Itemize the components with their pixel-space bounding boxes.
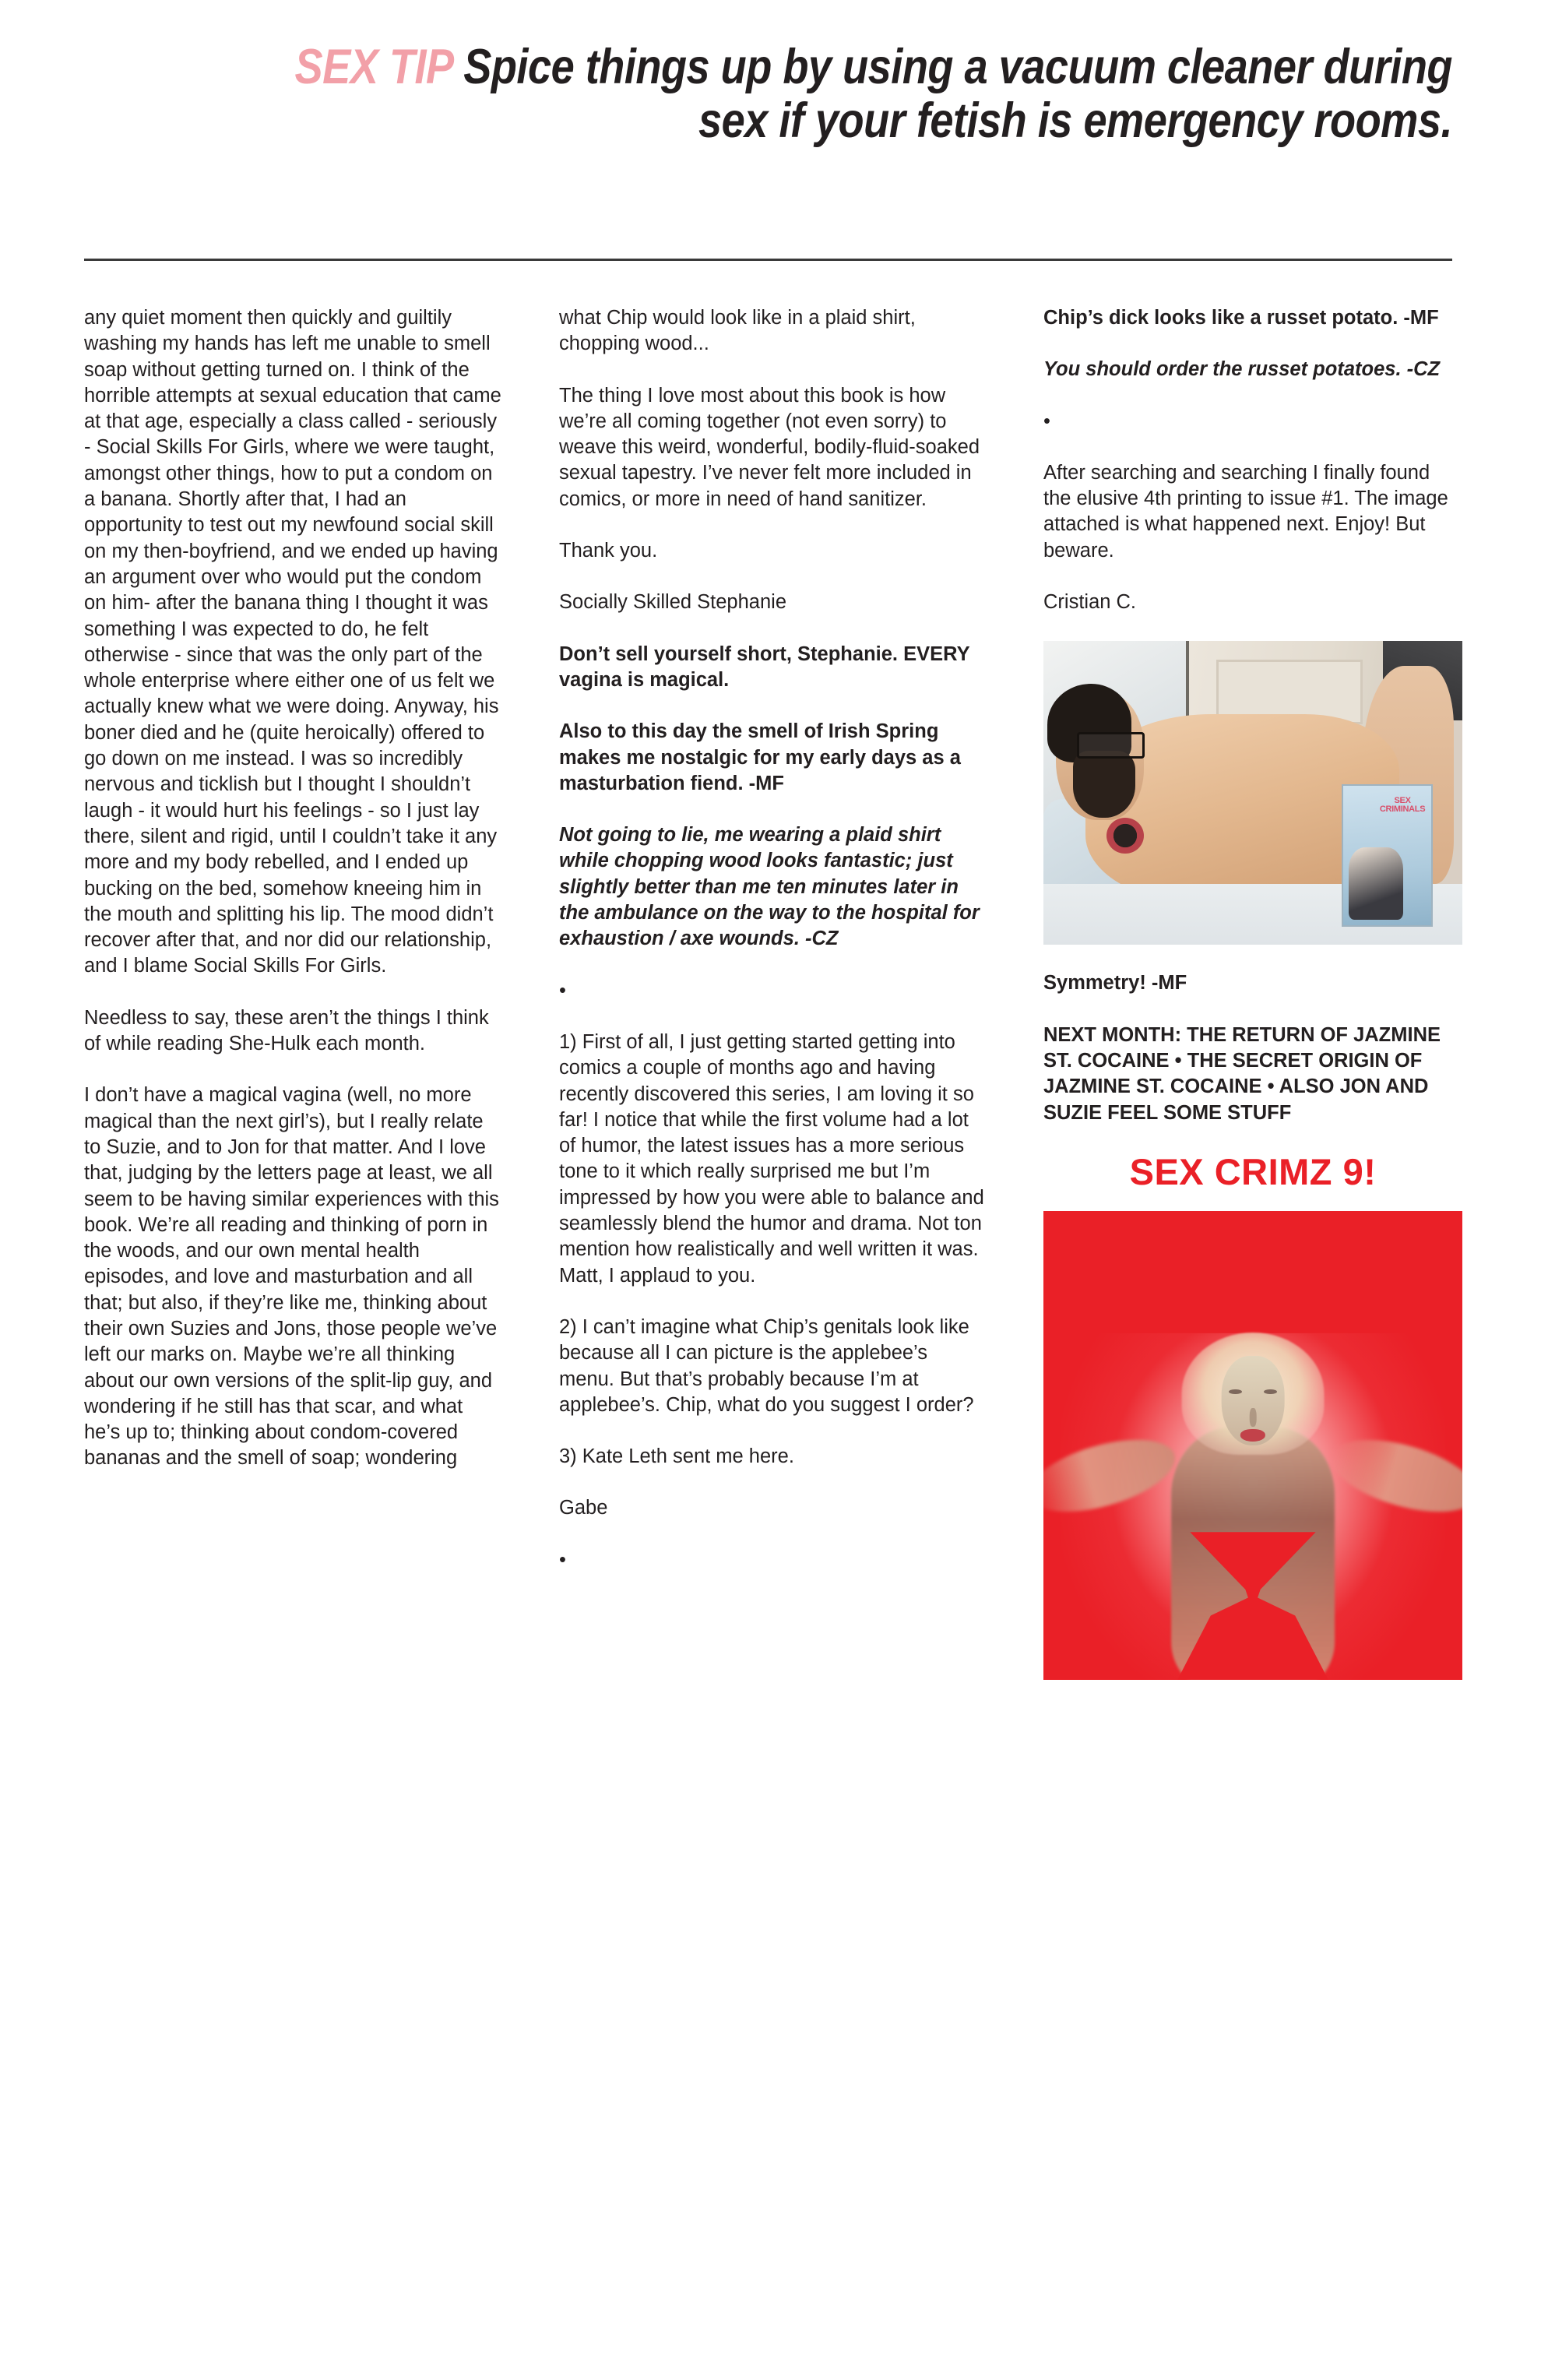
glasses-icon (1077, 732, 1145, 758)
editor-reply-mf: Also to this day the smell of Irish Spring makes me nostalgic for my early days as a masturbation fiend. -MF (559, 720, 961, 794)
photo-tattoo (1106, 818, 1144, 854)
letter-paragraph: Thank you. (559, 540, 658, 562)
next-month-blurb: NEXT MONTH: THE RETURN OF JAZMINE ST. COCAINE • THE SECRET ORIGIN OF JAZMINE ST. COCAINE • ALSO JON AND SUZIE FEEL SOME STUFF (1043, 1023, 1441, 1124)
photo-caption: Symmetry! -MF (1043, 972, 1187, 995)
photo-beard (1073, 751, 1136, 818)
letter-paragraph: 3) Kate Leth sent me here. (559, 1445, 794, 1468)
letter-signature: Gabe (559, 1497, 608, 1519)
letters-column-3 (1043, 305, 1462, 1680)
letter-paragraph: what Chip would look like in a plaid shirt, chopping wood... (559, 307, 916, 355)
next-issue-cover-image (1043, 1211, 1462, 1680)
letters-column-2 (559, 305, 984, 1599)
letter-paragraph: any quiet moment then quickly and guiltily washing my hands has left me unable to smell soap without getting turned on. I think of the horrible attempts at sexual education that came at that age, especially a class called - seriously - Social Skills For Girls, where we were taught, amongst other things, how to put a condom on a banana. Shortly after that, I had an opportunity to test out my newfound social skill on my then-boyfriend, and we ended up having an argument over who would put the condom on him- after the banana thing I thought it was something I was expected to do, he felt otherwise - since that was the only part of the whole enterprise where either one of us felt we actually knew what we were doing. Anyway, his boner died and he (quite heroically) offered to go down on me instead. I was so incredibly nervous and ticklish but I thought I shouldn’t laugh - it would hurt his feelings - so I just lay there, silent and rigid, until I couldn’t take it any more and my body rebelled, and I ended up bucking on the bed, somehow kneeing him in the mouth and splitting his lip. The mood didn’t recover after that, and nor did our relationship, and I blame Social Skills For Girls. (84, 307, 501, 977)
cover-lips (1240, 1429, 1265, 1442)
letter-paragraph: I don’t have a magical vagina (well, no more magical than the next girl’s), but I really relate to Suzie, and to Jon for that matter. And I love that, judging by the letters page at least, we all seem to be having similar experiences with this book. We’re all reading and thinking of porn in the woods, and our own mental health episodes, and love and masturbation and all that; but also, if they’re like me, thinking about their own Suzies and Jons, those people we’ve left our marks on. Maybe we’re all thinking about our own versions of the split-lip guy, and wondering if he still has that scar, and what he’s up to; thinking about condom-covered bananas and the smell of soap; wondering (84, 1084, 499, 1470)
cover-eye-left (1229, 1389, 1242, 1395)
bullet-separator: • (1043, 410, 1050, 432)
letters-column-1 (84, 305, 503, 1472)
letter-paragraph: Needless to say, these aren’t the things I think of while reading She-Hulk each month. (84, 1006, 489, 1055)
photo-comic-title: SEX CRIMINALS (1379, 795, 1426, 814)
sex-tip-text: Spice things up by using a vacuum cleaner during sex if your fetish is emergency rooms. (463, 40, 1452, 149)
cover-nose (1250, 1408, 1257, 1427)
photo-comic-book (1342, 784, 1433, 927)
editor-reply-cz: You should order the russet potatoes. -CZ (1043, 358, 1441, 381)
header-divider-rule (84, 259, 1452, 261)
bullet-separator: • (559, 1548, 566, 1571)
sex-tip-header (276, 40, 1452, 149)
letter-paragraph: 1) First of all, I just getting started getting into comics a couple of months ago and having recently discovered this series, I am loving it so far! I notice that while the first volume had a lot of humor, the latest issues has a more serious tone to it which really surprised me but I’m impressed by how you were able to balance and seamlessly blend the humor and drama. Not ton mention how realistically and well written it was. Matt, I applaud to you. (559, 1030, 984, 1287)
bullet-separator: • (559, 979, 566, 1002)
reader-photo (1043, 641, 1462, 945)
editor-reply-cz: Not going to lie, me wearing a plaid shirt while chopping wood looks fantastic; just slightly better than me ten minutes later in the ambulance on the way to the hospital for exhaustion / axe wounds. -CZ (559, 824, 980, 950)
photo-comic-figure (1349, 847, 1403, 920)
editor-reply-mf: Chip’s dick looks like a russet potato. -MF (1043, 307, 1439, 329)
letter-paragraph: After searching and searching I finally found the elusive 4th printing to issue #1. The image attached is what happened next. Enjoy! But beware. (1043, 461, 1448, 562)
letter-signature: Socially Skilled Stephanie (559, 591, 787, 614)
editor-reply-mf: Don’t sell yourself short, Stephanie. EVERY vagina is magical. (559, 643, 970, 691)
letter-signature: Cristian C. (1043, 591, 1137, 614)
letter-paragraph: 2) I can’t imagine what Chip’s genitals look like because all I can picture is the applebee’s menu. But that’s probably because I’m at applebee’s. Chip, what do you suggest I order? (559, 1315, 974, 1416)
sex-crimz-title: SEX CRIMZ 9! (1129, 1150, 1377, 1192)
letter-paragraph: The thing I love most about this book is how we’re all coming together (not even sorry) to weave this weird, wonderful, bodily-fluid-soaked sexual tapestry. I’ve never felt more included in comics, or more in need of hand sanitizer. (559, 384, 980, 510)
sex-tip-label: SEX TIP (294, 40, 452, 94)
